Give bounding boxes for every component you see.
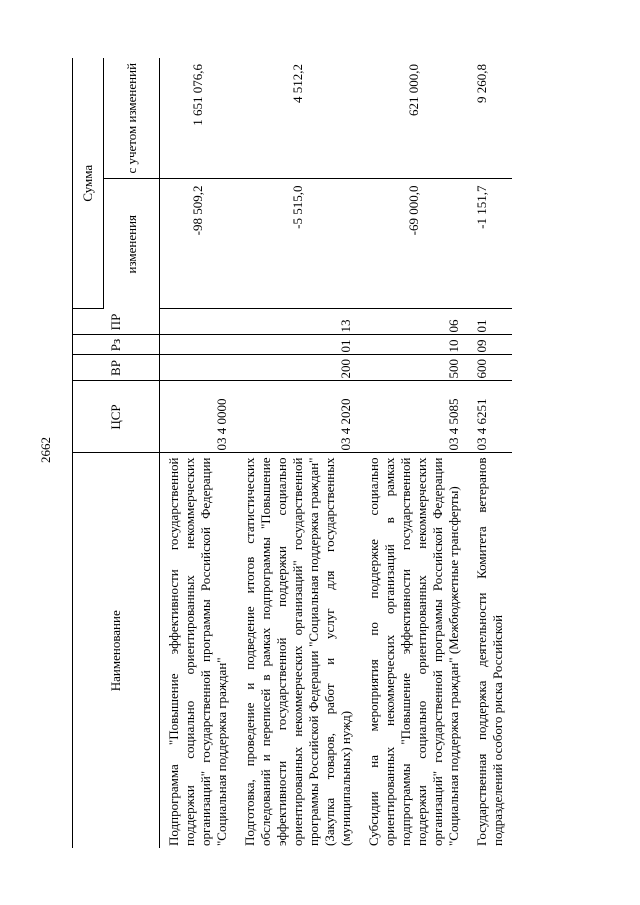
- row-rz: 10: [360, 335, 468, 355]
- row-name: Субсидии на мероприятия по поддержке социально ориентированных некоммерческих организаций в рамках подпрограммы "Повышение эффективности государственной поддержки социально ориентированных некоммерческих организаций" государственной программы Российской Федерации "Социальная поддержка граждан" (Межбюджетные трансферты): [366, 457, 461, 846]
- budget-table: [72, 58, 512, 848]
- row-pr: [160, 309, 237, 335]
- row-pr: 01: [468, 309, 512, 335]
- row-total: 621 000,0: [360, 58, 468, 179]
- row-rz: 01: [236, 335, 360, 355]
- header-rz: Рз: [73, 335, 160, 355]
- row-csr: 03 4 2020: [236, 381, 360, 453]
- row-rz: 09: [468, 335, 512, 355]
- row-name: Государственная поддержка деятельности Комитета ветеранов подразделений особого риска Российской: [474, 457, 505, 846]
- row-csr: 03 4 0000: [160, 381, 237, 453]
- row-pr: 13: [236, 309, 360, 335]
- row-vr: 600: [468, 355, 512, 381]
- table-row: [468, 58, 512, 848]
- row-changes: -98 509,2: [160, 179, 237, 309]
- header-csr: ЦСР: [73, 381, 160, 453]
- header-vr: ВР: [73, 355, 160, 381]
- header-pr: ПР: [73, 309, 160, 335]
- row-rz: [160, 335, 237, 355]
- table-row: [360, 58, 468, 848]
- row-vr: [160, 355, 237, 381]
- row-changes: -69 000,0: [360, 179, 468, 309]
- row-name: Подготовка, проведение и подведение итогов статистических обследований и переписей в рамках подпрограммы "Повышение эффективности государственной поддержки социально ориентированных некоммерческих организаций" государственной программы Российской Федерации "Социальная поддержка граждан" (Закупка товаров, работ и услуг для государственных (муниципальных) нужд): [242, 457, 353, 846]
- row-name: Подпрограмма "Повышение эффективности государственной поддержки социально ориентированных некоммерческих организаций" государственной программы Российской Федерации "Социальная поддержка граждан": [166, 457, 229, 846]
- header-with-changes: с учетом изменений: [104, 58, 160, 179]
- row-vr: 200: [236, 355, 360, 381]
- header-changes: изменения: [104, 179, 160, 309]
- table-row: [236, 58, 360, 848]
- row-total: 1 651 076,6: [160, 58, 237, 179]
- header-name: Наименование: [73, 453, 160, 848]
- row-csr: 03 4 6251: [468, 381, 512, 453]
- row-total: 4 512,2: [236, 58, 360, 179]
- row-pr: 06: [360, 309, 468, 335]
- row-changes: -1 151,7: [468, 179, 512, 309]
- page-number: 2662: [38, 437, 53, 463]
- header-sum: Сумма: [73, 58, 104, 309]
- budget-table-page: [72, 58, 600, 848]
- table-row: [160, 58, 237, 848]
- row-changes: -5 515,0: [236, 179, 360, 309]
- row-total: 9 260,8: [468, 58, 512, 179]
- row-vr: 500: [360, 355, 468, 381]
- row-csr: 03 4 5085: [360, 381, 468, 453]
